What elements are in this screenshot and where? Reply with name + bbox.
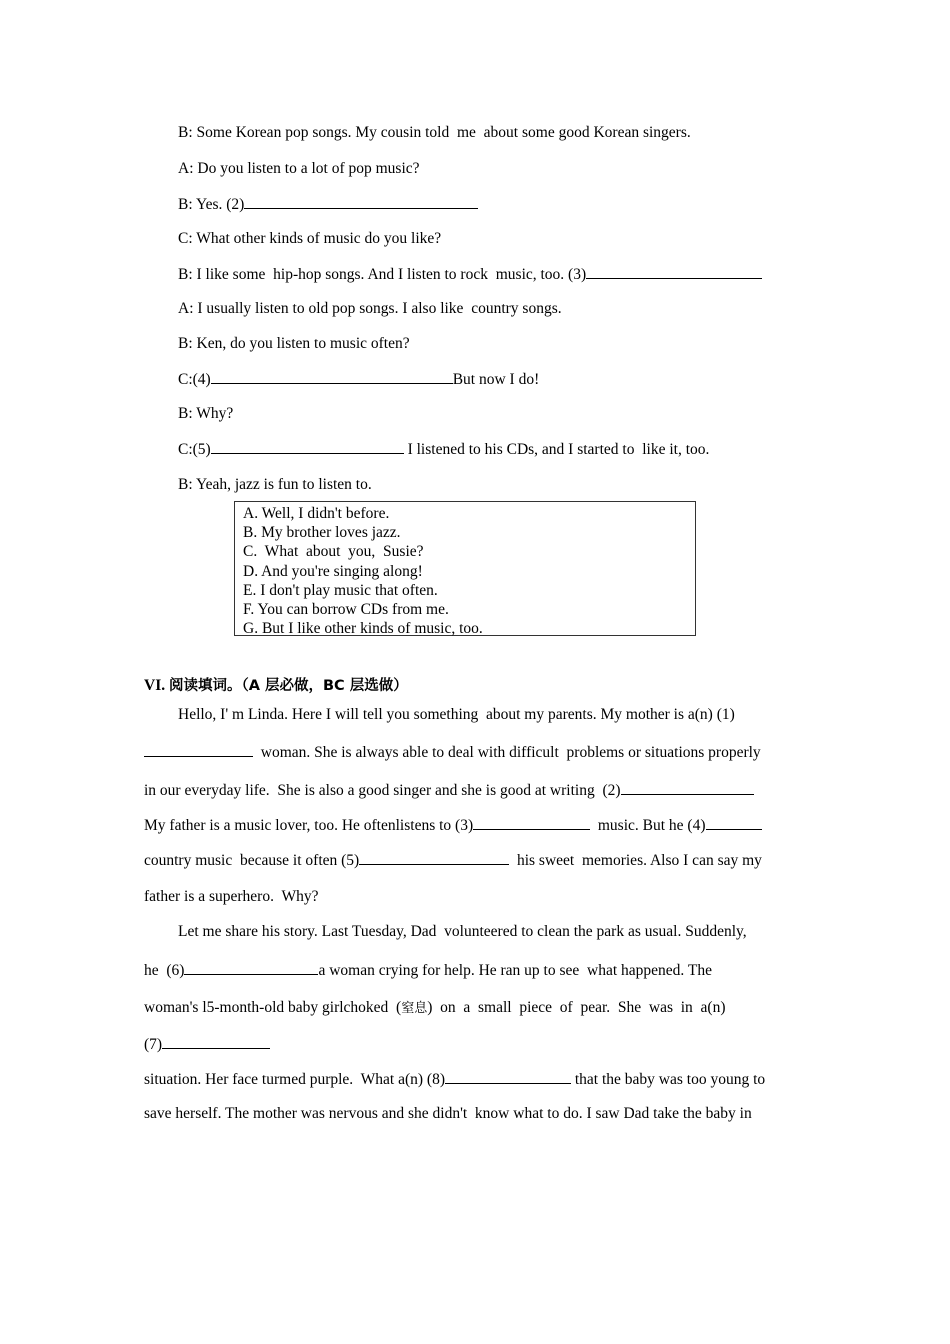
passage-line-9 bbox=[144, 998, 726, 1019]
passage-text: in our everyday life. She is also a good singer and she is good at writing (2) bbox=[144, 782, 621, 799]
option-d: D. And you're singing along! bbox=[243, 562, 423, 580]
dialogue-line-10 bbox=[178, 439, 709, 460]
passage-line-12: save herself. The mother was nervous and she didn't know what to do. I saw Dad take the baby in bbox=[144, 1105, 752, 1122]
answer-blank-p5[interactable] bbox=[359, 850, 509, 865]
passage-line-10 bbox=[144, 1034, 270, 1055]
answer-blank-p2[interactable] bbox=[621, 780, 754, 795]
passage-text: that the baby was too young to bbox=[571, 1071, 766, 1088]
dialogue-line-9: B: Why? bbox=[178, 405, 234, 422]
answer-blank-p8[interactable] bbox=[445, 1069, 571, 1084]
dialogue-line-4: C: What other kinds of music do you like? bbox=[178, 230, 442, 247]
answer-blank-p7[interactable] bbox=[162, 1034, 270, 1049]
dialogue-text: B: I like some hip-hop songs. And I listen to rock music, too. (3) bbox=[178, 266, 587, 283]
option-f: F. You can borrow CDs from me. bbox=[243, 601, 449, 619]
passage-line-2 bbox=[144, 742, 761, 763]
dialogue-line-11: B: Yeah, jazz is fun to listen to. bbox=[178, 476, 372, 493]
answer-blank-p1[interactable] bbox=[144, 742, 253, 757]
passage-line-4 bbox=[144, 815, 762, 836]
dialogue-line-8 bbox=[178, 369, 539, 390]
passage-text: country music because it often (5) bbox=[144, 852, 360, 869]
answer-blank-2[interactable] bbox=[244, 194, 478, 209]
option-b: B. My brother loves jazz. bbox=[243, 524, 401, 542]
dialogue-text: I listened to his CDs, and I started to like it, too. bbox=[403, 441, 710, 458]
dialogue-line-7: B: Ken, do you listen to music often? bbox=[178, 335, 410, 352]
passage-line-5 bbox=[144, 850, 762, 871]
dialogue-line-1: B: Some Korean pop songs. My cousin told me about some good Korean singers. bbox=[178, 124, 691, 141]
passage-text: ) on a small piece of pear. She was in a(n) bbox=[427, 999, 726, 1016]
section-title: 阅读填词。（A 层必做，BC 层选做） bbox=[168, 678, 408, 694]
answer-blank-4[interactable] bbox=[211, 369, 453, 384]
passage-line-7: Let me share his story. Last Tuesday, Dad volunteered to clean the park as usual. Suddenly, bbox=[178, 923, 747, 940]
dialogue-line-2: A: Do you listen to a lot of pop music? bbox=[178, 160, 420, 177]
answer-blank-p6[interactable] bbox=[184, 960, 318, 975]
passage-line-8 bbox=[144, 960, 712, 981]
dialogue-line-5 bbox=[178, 264, 762, 285]
answer-blank-3[interactable] bbox=[586, 264, 762, 279]
section-number: VI. bbox=[144, 677, 166, 694]
answer-blank-p4[interactable] bbox=[706, 815, 762, 830]
option-c: C. What about you, Susie? bbox=[243, 543, 424, 561]
options-box bbox=[234, 501, 696, 636]
dialogue-text: C:(4) bbox=[178, 371, 211, 388]
passage-text: situation. Her face turmed purple. What a(n) (8) bbox=[144, 1071, 445, 1088]
passage-text: woman's l5-month-old baby girlchoked ( bbox=[144, 999, 402, 1016]
dialogue-text: C:(5) bbox=[178, 441, 211, 458]
gloss-text: 窒息 bbox=[401, 1001, 428, 1016]
dialogue-line-6: A: I usually listen to old pop songs. I also like country songs. bbox=[178, 300, 562, 317]
option-a: A. Well, I didn't before. bbox=[243, 505, 390, 522]
passage-text: his sweet memories. Also I can say my bbox=[509, 852, 762, 869]
dialogue-text: But now I do! bbox=[452, 371, 540, 388]
passage-text: woman. She is always able to deal with difficult problems or situations properly bbox=[253, 744, 761, 761]
passage-text: he (6) bbox=[144, 962, 185, 979]
answer-blank-p3[interactable] bbox=[473, 815, 590, 830]
dialogue-text: B: Yes. (2) bbox=[178, 196, 245, 213]
section-heading bbox=[144, 676, 408, 696]
answer-blank-5[interactable] bbox=[211, 439, 404, 454]
option-e: E. I don't play music that often. bbox=[243, 581, 438, 599]
passage-text: music. But he (4) bbox=[590, 817, 706, 834]
option-g: G. But I like other kinds of music, too. bbox=[243, 620, 483, 638]
passage-line-1: Hello, I' m Linda. Here I will tell you something about my parents. My mother is a(n) (1) bbox=[178, 706, 735, 723]
passage-line-6: father is a superhero. Why? bbox=[144, 888, 319, 905]
passage-line-11 bbox=[144, 1069, 765, 1090]
passage-text: My father is a music lover, too. He oftenlistens to (3) bbox=[144, 817, 474, 834]
passage-text: a woman crying for help. He ran up to see what happened. The bbox=[318, 962, 712, 979]
dialogue-line-3 bbox=[178, 194, 478, 215]
passage-line-3 bbox=[144, 780, 754, 801]
passage-text: (7) bbox=[144, 1036, 163, 1053]
